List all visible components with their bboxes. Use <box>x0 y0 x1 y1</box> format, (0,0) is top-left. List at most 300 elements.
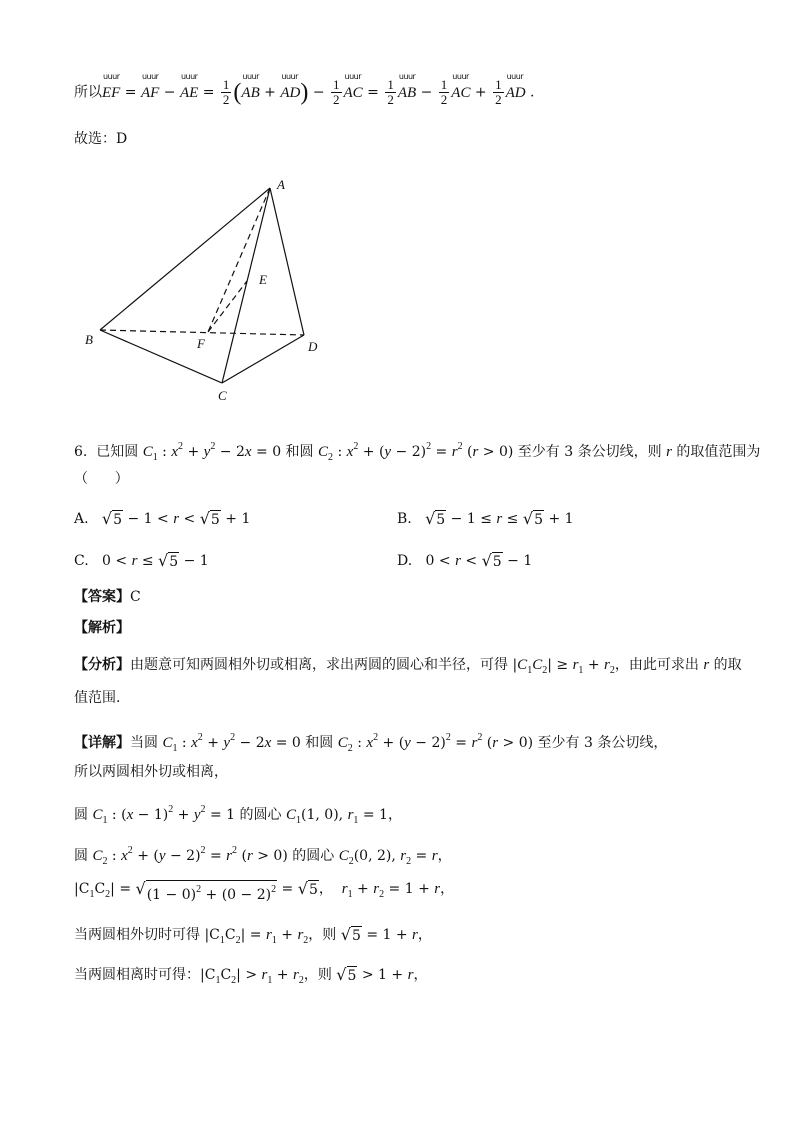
text-run: 当两圆相外切时可得 |C <box>74 927 220 943</box>
text-run: + <box>202 735 224 751</box>
text-run: + 1 <box>220 511 251 527</box>
math-superscript: 2 <box>200 804 206 815</box>
text-run: > 0) 至少有 3 条公切线， <box>498 735 668 751</box>
text-run: + (0 − 2) <box>201 887 272 903</box>
vector-arrow-mark: uuur <box>344 71 362 81</box>
text-run: : <box>157 444 172 460</box>
math-parenthesis: ( <box>233 79 242 106</box>
radical-sign: √ <box>297 879 308 898</box>
vector-name: AD <box>505 84 526 101</box>
detail-step-4 <box>74 877 454 901</box>
math-vector <box>102 71 121 105</box>
vector-name: AB <box>241 84 260 101</box>
detail-step-1 <box>74 760 228 784</box>
math-variable: r <box>407 967 414 983</box>
text-run: = 0 和圆 <box>251 444 319 460</box>
radical-sign: √ <box>135 879 146 898</box>
text-run: 由题意可知两圆相外切或相离，求出两圆的圆心和半径，可得 | <box>130 657 518 673</box>
math-subscript: 1 <box>89 889 95 900</box>
math-superscript: 2 <box>457 441 463 452</box>
math-subscript: 2 <box>379 889 385 900</box>
math-subscript: 1 <box>527 665 533 676</box>
edge-ab <box>100 188 270 330</box>
radicand <box>492 552 503 571</box>
detail-step-3 <box>74 839 452 867</box>
edge-cd <box>222 335 304 383</box>
text-run: ，则 <box>308 927 341 943</box>
bold-label: 【解析】 <box>74 620 130 636</box>
text-run: + <box>583 657 605 673</box>
text-run: 故选：D <box>74 131 128 147</box>
math-sqrt <box>425 507 446 531</box>
vector-arrow-mark: uuur <box>398 71 416 81</box>
text-run: C <box>220 967 232 983</box>
text-run: 的取 <box>709 657 742 673</box>
text-run: ( <box>482 735 493 751</box>
text-run: = <box>198 84 219 101</box>
math-variable: r <box>412 927 418 943</box>
math-sqrt <box>136 877 278 904</box>
vector-name: AC <box>451 84 471 101</box>
math-vector <box>343 71 363 105</box>
text-run: − <box>308 84 330 101</box>
radical-sign: √ <box>522 509 534 528</box>
vector-name: EF <box>102 84 121 101</box>
text-run: − 2) <box>391 444 427 460</box>
text-run: + 1 <box>544 511 574 527</box>
vector-name: AC <box>343 84 363 101</box>
math-variable: y <box>404 735 411 751</box>
text-run: B. <box>397 511 426 527</box>
math-variable: C <box>162 735 173 751</box>
text-run: D. 0 < <box>397 553 456 569</box>
text-run: : <box>177 735 192 751</box>
math-vector <box>505 71 526 105</box>
text-run: = 0 和圆 <box>271 735 338 751</box>
text-run: = 1 + <box>384 881 435 897</box>
text-run: + <box>183 444 204 460</box>
text-run: 当圆 <box>130 735 163 751</box>
radicand <box>351 926 362 945</box>
text-run: C. 0 < <box>74 553 132 569</box>
math-variable: r <box>246 848 253 864</box>
math-subscript: 2 <box>102 856 108 867</box>
math-subscript: 2 <box>348 856 354 867</box>
text-run: 5 <box>534 512 543 528</box>
vector-arrow-mark: uuur <box>180 71 198 81</box>
math-variable: r <box>471 735 478 751</box>
math-subscript: 2 <box>298 975 304 986</box>
math-variable: y <box>203 444 211 460</box>
math-subscript: 1 <box>219 935 225 946</box>
vector-arrow-mark: uuur <box>506 71 524 81</box>
math-sqrt <box>523 507 544 531</box>
vertex-label-a: A <box>277 177 285 192</box>
math-variable: r <box>226 848 233 864</box>
text-run: 5 <box>113 512 123 528</box>
math-variable: x <box>346 444 354 460</box>
text-run: 5 <box>308 882 318 898</box>
text-run: = <box>205 848 227 864</box>
text-run: 5 <box>436 512 446 528</box>
text-run: − 1) <box>133 807 169 823</box>
vector-arrow-mark: uuur <box>452 71 469 81</box>
text-run: 当两圆相离时可得：|C <box>74 967 216 983</box>
text-run: = <box>362 84 384 101</box>
text-run: ， <box>440 881 455 897</box>
vector-arrow-mark: uuur <box>103 71 120 81</box>
explanation-heading <box>74 616 130 640</box>
math-superscript: 2 <box>445 732 451 743</box>
text-run: (1 − 0) <box>146 887 197 903</box>
text-run: − <box>159 84 180 101</box>
radicand <box>112 510 123 529</box>
text-run: − 1 <box>502 553 533 569</box>
vector-arrow-mark: uuur <box>242 71 259 81</box>
math-variable: r <box>341 881 348 897</box>
math-sqrt <box>482 549 503 573</box>
math-variable: x <box>244 444 252 460</box>
text-run: . <box>525 84 535 101</box>
math-subscript: 1 <box>353 815 359 826</box>
text-run: = 1 + <box>361 927 413 943</box>
text-run: + <box>470 84 492 101</box>
math-variable: r <box>434 881 441 897</box>
math-subscript: 2 <box>347 743 353 754</box>
text-run: 5 <box>351 928 361 944</box>
math-variable: r <box>496 511 503 527</box>
math-superscript: 2 <box>477 732 483 743</box>
text-run: − 1 <box>179 553 209 569</box>
math-superscript: 2 <box>196 884 202 895</box>
fraction-denominator: 2 <box>440 92 448 107</box>
math-variable: r <box>431 848 438 864</box>
math-variable: x <box>126 807 134 823</box>
text-run: − 2) <box>165 848 201 864</box>
fraction-denominator: 2 <box>333 92 340 107</box>
text-run: 5 <box>169 554 179 570</box>
math-variable: C <box>92 848 103 864</box>
text-run: − 2) <box>410 735 446 751</box>
text-run: (1, 0), <box>301 807 348 823</box>
text-run: ，则 <box>303 967 337 983</box>
math-superscript: 2 <box>426 441 432 452</box>
math-variable: r <box>261 967 268 983</box>
math-fraction <box>221 78 232 107</box>
bold-label: 【分析】 <box>74 657 130 673</box>
radical-sign: √ <box>340 925 351 944</box>
text-run: ，由此可求出 <box>614 657 704 673</box>
vertex-label-d: D <box>308 339 318 354</box>
fraction-numerator: 1 <box>333 77 340 92</box>
text-run: > 0) 至少有 3 条公切线，则 <box>478 444 667 460</box>
bold-label: 【详解】 <box>74 735 130 751</box>
math-vector <box>280 71 301 105</box>
text-run: （ ） <box>74 471 129 487</box>
vector-name: AB <box>397 84 417 101</box>
math-variable: r <box>297 927 304 943</box>
math-subscript: 2 <box>235 935 241 946</box>
math-variable: y <box>158 848 166 864</box>
math-fraction <box>493 78 504 107</box>
math-sqrt <box>341 923 362 947</box>
text-run: : <box>333 444 347 460</box>
math-variable: C <box>517 657 528 673</box>
text-run: − 2 <box>235 735 265 751</box>
math-superscript: 2 <box>178 441 184 452</box>
text-run: − 2 <box>215 444 245 460</box>
math-variable: r <box>703 657 710 673</box>
text-run: = <box>277 881 298 897</box>
math-fraction <box>439 78 450 107</box>
text-run: 5 <box>347 968 357 984</box>
math-subscript: 2 <box>328 452 334 463</box>
math-sqrt <box>158 549 179 573</box>
text-run: = <box>431 444 452 460</box>
text-run: ≤ <box>137 553 159 569</box>
math-subscript: 2 <box>303 935 309 946</box>
text-run: = <box>120 84 141 101</box>
radicand <box>308 880 319 899</box>
text-run: | = <box>240 927 266 943</box>
text-run: ， <box>318 881 342 897</box>
radical-sign: √ <box>336 965 347 984</box>
text-run: + <box>272 967 293 983</box>
math-vector <box>179 71 199 105</box>
radical-sign: √ <box>158 551 169 570</box>
math-variable: r <box>572 657 579 673</box>
math-variable: x <box>171 444 179 460</box>
previous-choice-line <box>74 127 127 151</box>
math-subscript: 1 <box>578 665 584 676</box>
fraction-numerator: 1 <box>495 77 502 92</box>
text-run: C <box>224 927 236 943</box>
text-run: = 1， <box>358 807 402 823</box>
point-label-f: F <box>197 336 205 351</box>
radical-sign: √ <box>199 509 210 528</box>
math-fraction <box>385 78 396 107</box>
radicand <box>146 880 277 904</box>
fraction-numerator: 1 <box>440 77 448 92</box>
text-run: | > <box>236 967 262 983</box>
math-variable: r <box>347 807 354 823</box>
math-superscript: 2 <box>200 845 206 856</box>
fraction-numerator: 1 <box>387 77 394 92</box>
math-subscript: 1 <box>215 975 221 986</box>
math-subscript: 2 <box>542 665 548 676</box>
math-variable: C <box>142 444 153 460</box>
detail-step-6 <box>74 963 427 987</box>
math-superscript: 2 <box>232 845 238 856</box>
detail-step-5 <box>74 923 432 947</box>
math-variable: r <box>604 657 610 673</box>
math-variable: r <box>173 511 180 527</box>
fraction-denominator: 2 <box>495 92 502 107</box>
text-run: 所以两圆相外切或相离， <box>74 764 228 780</box>
math-variable: x <box>264 735 272 751</box>
fraction-numerator: 1 <box>222 77 230 92</box>
option-c <box>74 549 209 573</box>
analysis-continuation <box>74 686 120 710</box>
text-run: C <box>94 881 106 897</box>
radicand <box>168 552 179 571</box>
math-superscript: 2 <box>168 804 174 815</box>
text-run: : <box>107 848 122 864</box>
math-variable: y <box>384 444 392 460</box>
math-variable: r <box>451 444 458 460</box>
math-superscript: 2 <box>353 441 359 452</box>
text-run: |C <box>74 881 90 897</box>
text-run: ≤ <box>502 511 523 527</box>
math-subscript: 1 <box>152 452 158 463</box>
math-variable: x <box>121 848 128 864</box>
question-6-stem <box>74 435 761 463</box>
math-variable: r <box>666 444 672 460</box>
radicand <box>347 966 358 985</box>
text-run: + <box>276 927 298 943</box>
text-run: ， <box>413 967 428 983</box>
math-subscript: 1 <box>296 815 302 826</box>
text-run: ( <box>462 444 473 460</box>
text-run: > 1 + <box>357 967 408 983</box>
text-run: | = <box>110 881 136 897</box>
vertex-label-c: C <box>218 388 227 403</box>
segment-af-hidden <box>208 188 270 332</box>
text-run: | ≥ <box>547 657 573 673</box>
math-subscript: 2 <box>231 975 237 986</box>
text-run: + ( <box>358 444 385 460</box>
text-run: (0, 2), <box>353 848 401 864</box>
text-run: < <box>460 553 482 569</box>
text-run: : <box>352 735 367 751</box>
text-run: ， <box>417 927 432 943</box>
text-run: + <box>259 84 281 101</box>
math-sqrt <box>298 877 319 901</box>
text-run: − <box>416 84 437 101</box>
math-subscript: 1 <box>172 743 178 754</box>
detail-step-2 <box>74 798 402 826</box>
answer-line <box>74 585 141 609</box>
radical-sign: √ <box>425 509 436 528</box>
text-run: 5 <box>492 554 502 570</box>
text-run: + <box>173 807 194 823</box>
edge-bd-hidden <box>100 330 304 335</box>
option-b <box>397 507 574 531</box>
text-run: = 1 的圆心 <box>205 807 286 823</box>
text-run: : ( <box>107 807 127 823</box>
math-vector <box>140 71 160 105</box>
math-variable: C <box>337 735 348 751</box>
math-variable: C <box>318 444 329 460</box>
radical-sign: √ <box>101 509 113 528</box>
math-variable: r <box>472 444 479 460</box>
tetrahedron-figure <box>0 170 360 410</box>
vector-arrow-mark: uuur <box>141 71 159 81</box>
vector-name: AE <box>179 84 199 101</box>
math-superscript: 2 <box>210 441 216 452</box>
text-run: 的取值范围为 <box>671 444 761 460</box>
math-variable: y <box>193 807 201 823</box>
math-variable: C <box>92 807 103 823</box>
math-variable: r <box>265 927 272 943</box>
text-run: A. <box>74 511 102 527</box>
math-variable: r <box>492 735 499 751</box>
text-run: − 1 ≤ <box>446 511 497 527</box>
text-run: 值范围. <box>74 690 121 706</box>
bold-label: 【答案】 <box>74 589 130 605</box>
math-sqrt <box>200 507 221 531</box>
math-superscript: 2 <box>230 732 236 743</box>
math-variable: r <box>131 553 138 569</box>
vertex-label-b: B <box>85 332 93 347</box>
point-label-e: E <box>259 272 267 287</box>
math-superscript: 2 <box>271 884 277 895</box>
vector-name: AD <box>280 84 301 101</box>
text-run: = <box>450 735 472 751</box>
radicand <box>435 510 446 529</box>
math-variable: x <box>191 735 198 751</box>
option-d <box>397 549 532 573</box>
math-vector <box>397 71 417 105</box>
text-run: 圆 <box>74 807 93 823</box>
math-subscript: 2 <box>406 856 412 867</box>
fraction-denominator: 2 <box>387 92 394 107</box>
math-subscript: 1 <box>271 935 277 946</box>
math-variable: r <box>400 848 407 864</box>
text-run: 所以 <box>74 84 102 101</box>
math-sqrt <box>102 507 123 531</box>
math-variable: C <box>338 848 349 864</box>
fraction-denominator: 2 <box>222 92 230 107</box>
radical-sign: √ <box>481 551 492 570</box>
analysis-line <box>74 653 742 677</box>
math-superscript: 2 <box>373 732 379 743</box>
math-subscript: 1 <box>267 975 273 986</box>
text-run: C <box>130 589 141 605</box>
text-run: + <box>352 881 374 897</box>
vector-name: AF <box>140 84 160 101</box>
text-run: = <box>411 848 432 864</box>
math-sqrt <box>336 963 357 987</box>
text-run: 6. 已知圆 <box>74 444 143 460</box>
text-run: ( <box>237 848 247 864</box>
radicand <box>210 510 221 529</box>
math-subscript: 2 <box>609 665 615 676</box>
math-subscript: 1 <box>347 889 353 900</box>
math-subscript: 2 <box>105 889 111 900</box>
math-vector <box>241 71 260 105</box>
math-superscript: 2 <box>197 732 203 743</box>
math-variable: r <box>455 553 461 569</box>
text-run: > 0) 的圆心 <box>252 848 339 864</box>
text-run: + ( <box>378 735 405 751</box>
math-fraction <box>331 78 342 107</box>
math-vector <box>451 71 471 105</box>
text-run: < <box>179 511 200 527</box>
math-variable: r <box>293 967 299 983</box>
text-run: − 1 < <box>123 511 174 527</box>
math-subscript: 1 <box>102 815 108 826</box>
answer-blank <box>74 467 129 491</box>
text-run: 圆 <box>74 848 93 864</box>
vector-equation-line <box>74 71 535 107</box>
vector-arrow-mark: uuur <box>281 71 298 81</box>
math-variable: y <box>223 735 231 751</box>
math-superscript: 2 <box>127 845 133 856</box>
math-variable: x <box>366 735 374 751</box>
text-run: 5 <box>210 512 220 528</box>
math-variable: r <box>373 881 380 897</box>
